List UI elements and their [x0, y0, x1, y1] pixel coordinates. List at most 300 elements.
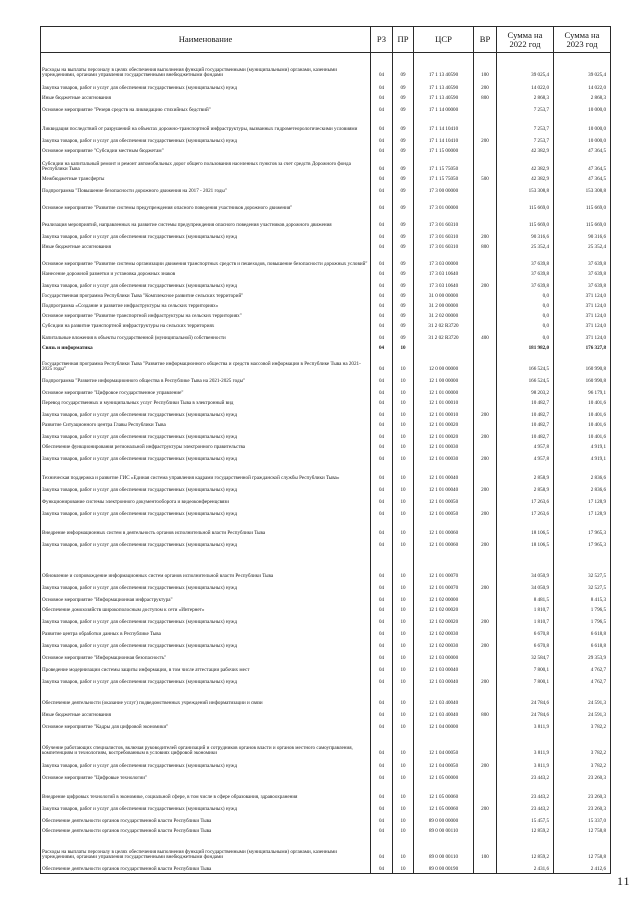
cell-rz: 04 — [371, 627, 393, 639]
cell-pr: 10 — [393, 687, 414, 708]
cell-sum-2023: 4 762,7 — [554, 675, 611, 687]
header-csr: ЦСР — [414, 27, 474, 53]
cell-rz: 04 — [371, 331, 393, 343]
cell-vr — [474, 663, 497, 675]
cell-name: Государственная программа Республики Тыва "Развитие информационного общества и средств массовой информации в Республике Тыва на 2021-2025 годы" — [41, 353, 371, 374]
header-sum-2022: Сумма на 2022 год — [497, 27, 554, 53]
cell-sum-2023: 2 868,3 — [554, 93, 611, 103]
cell-vr — [474, 386, 497, 398]
cell-name: Нанесение дорожной разметки и установка дорожных знаков — [41, 269, 371, 279]
cell-rz: 04 — [371, 184, 393, 196]
cell-name: Внедрение информационных систем в деятельность органов исполнительной власти Республики Тыва — [41, 519, 371, 538]
cell-sum-2022: 39 025,4 — [497, 53, 554, 80]
cell-csr: 17 1 13 40590 — [414, 53, 474, 80]
cell-sum-2022: 6 670,8 — [497, 639, 554, 651]
cell-name: Обучение работающих специалистов, включая руководителей организаций и сотрудников органов власти и органов местного самоуправления, компетенциям и технологиям, востребованным в условиях цифровой экономики — [41, 732, 371, 758]
cell-vr — [474, 398, 497, 408]
cell-sum-2022: 7 253,7 — [497, 115, 554, 134]
table-row — [41, 213, 611, 230]
table-row — [41, 442, 611, 452]
cell-pr: 10 — [393, 771, 414, 783]
cell-sum-2022: 1 810,7 — [497, 605, 554, 615]
cell-name: Ликвидация последствий от разрушений на объектах дорожно-транспортной инфраструктуры, вызванных гидрометеорологическими условиями — [41, 115, 371, 134]
cell-rz: 04 — [371, 242, 393, 252]
cell-csr: 12 1 01 00040 — [414, 483, 474, 495]
cell-name: Основное мероприятие "Резерв средств на ликвидацию стихийных бедствий" — [41, 103, 371, 115]
cell-pr: 10 — [393, 464, 414, 483]
cell-rz: 04 — [371, 538, 393, 550]
cell-pr: 09 — [393, 269, 414, 279]
cell-name: Основное мероприятие "Цифровое государственное управление" — [41, 386, 371, 398]
table-row — [41, 708, 611, 720]
cell-vr — [474, 771, 497, 783]
cell-rz: 04 — [371, 464, 393, 483]
cell-sum-2023: 6 618,8 — [554, 639, 611, 651]
cell-pr: 10 — [393, 663, 414, 675]
cell-vr — [474, 732, 497, 758]
table-row — [41, 311, 611, 321]
cell-vr: 200 — [474, 483, 497, 495]
table-row — [41, 374, 611, 386]
header-rz: РЗ — [371, 27, 393, 53]
cell-csr: 12 1 01 00050 — [414, 507, 474, 519]
cell-name: Обеспечение деятельности органов государственной власти Республики Тыва — [41, 862, 371, 874]
cell-sum-2022: 14 022,0 — [497, 80, 554, 93]
cell-pr: 10 — [393, 627, 414, 639]
cell-rz: 04 — [371, 311, 393, 321]
cell-name: Обеспечение деятельности (оказание услуг) подведомственных учреждений информатизации и связи — [41, 687, 371, 708]
cell-rz: 04 — [371, 771, 393, 783]
cell-csr: 17 3 01 60310 — [414, 230, 474, 242]
cell-sum-2022: 15 457,5 — [497, 814, 554, 826]
table-row — [41, 814, 611, 826]
table-row — [41, 495, 611, 507]
cell-csr: 12 1 00 00000 — [414, 374, 474, 386]
cell-pr: 09 — [393, 331, 414, 343]
cell-vr: 200 — [474, 408, 497, 420]
cell-sum-2022: 153 308,8 — [497, 184, 554, 196]
cell-vr: 400 — [474, 331, 497, 343]
cell-pr: 10 — [393, 495, 414, 507]
cell-pr: 09 — [393, 230, 414, 242]
cell-pr: 09 — [393, 311, 414, 321]
cell-sum-2023: 37 639,8 — [554, 279, 611, 291]
cell-csr: 12 1 01 00020 — [414, 420, 474, 430]
cell-vr — [474, 464, 497, 483]
cell-csr: 12 1 02 00020 — [414, 605, 474, 615]
cell-sum-2022: 10 482,7 — [497, 398, 554, 408]
cell-csr: 12 1 01 00010 — [414, 398, 474, 408]
cell-csr: 12 1 02 00020 — [414, 615, 474, 627]
table-row — [41, 386, 611, 398]
cell-vr — [474, 862, 497, 874]
cell-csr: 17 1 15 75050 — [414, 174, 474, 184]
cell-pr: 10 — [393, 732, 414, 758]
cell-csr: 12 1 04 00000 — [414, 720, 474, 732]
cell-pr: 09 — [393, 80, 414, 93]
cell-pr: 10 — [393, 507, 414, 519]
cell-sum-2022: 3 811,9 — [497, 732, 554, 758]
table-row — [41, 605, 611, 615]
cell-sum-2023: 25 352,4 — [554, 242, 611, 252]
cell-name: Основное мероприятие "Субсидии местным бюджетам" — [41, 146, 371, 156]
cell-name: Перевод государственных и муниципальных услуг Республики Тыва в электронный вид — [41, 398, 371, 408]
cell-name: Закупка товаров, работ и услуг для обеспечения государственных (муниципальных) нужд — [41, 430, 371, 442]
cell-name: Закупка товаров, работ и услуг для обеспечения государственных (муниципальных) нужд — [41, 615, 371, 627]
cell-sum-2023: 115 669,0 — [554, 213, 611, 230]
cell-pr: 10 — [393, 814, 414, 826]
cell-sum-2022: 0,0 — [497, 321, 554, 331]
table-row — [41, 720, 611, 732]
cell-sum-2023: 153 308,8 — [554, 184, 611, 196]
cell-csr: 17 3 01 60310 — [414, 242, 474, 252]
cell-sum-2022: 166 524,5 — [497, 353, 554, 374]
cell-name: Развитие центра обработки данных в Республике Тыва — [41, 627, 371, 639]
cell-sum-2022: 25 352,4 — [497, 242, 554, 252]
cell-sum-2022: 42 382,9 — [497, 174, 554, 184]
cell-sum-2023: 17 965,3 — [554, 538, 611, 550]
table-row — [41, 758, 611, 771]
cell-sum-2022: 32 584,7 — [497, 651, 554, 663]
cell-name: Расходы на выплаты персоналу в целях обеспечения выполнения функций государственными (муниципальными) органами, казенными учреждениями, органами управления государственными внебюджетными фондами — [41, 836, 371, 862]
cell-sum-2022: 115 669,0 — [497, 196, 554, 213]
table-header-row — [41, 27, 611, 53]
cell-rz: 04 — [371, 826, 393, 836]
cell-csr: 17 1 15 00000 — [414, 146, 474, 156]
table-row — [41, 452, 611, 464]
cell-pr: 10 — [393, 593, 414, 605]
cell-name: Закупка товаров, работ и услуг для обеспечения государственных (муниципальных) нужд — [41, 639, 371, 651]
header-sum-2023: Сумма на 2023 год — [554, 27, 611, 53]
cell-name: Основное мероприятие "Цифровые технологии" — [41, 771, 371, 783]
cell-rz: 04 — [371, 93, 393, 103]
cell-csr: 12 1 01 00040 — [414, 464, 474, 483]
cell-sum-2023: 2 836,6 — [554, 464, 611, 483]
cell-vr: 200 — [474, 230, 497, 242]
cell-rz: 04 — [371, 814, 393, 826]
cell-vr — [474, 196, 497, 213]
cell-vr — [474, 353, 497, 374]
cell-sum-2022: 0,0 — [497, 311, 554, 321]
cell-sum-2022: 6 670,8 — [497, 627, 554, 639]
cell-name: Обеспечение домохозяйств широкополосным доступом к сети «Интернет» — [41, 605, 371, 615]
cell-rz: 04 — [371, 708, 393, 720]
cell-csr: 31 0 00 00000 — [414, 291, 474, 301]
cell-csr: 31 2 02 R3720 — [414, 321, 474, 331]
cell-vr: 200 — [474, 430, 497, 442]
table-row — [41, 146, 611, 156]
cell-sum-2023: 17 128,9 — [554, 495, 611, 507]
cell-sum-2023: 160 990,8 — [554, 374, 611, 386]
cell-vr — [474, 519, 497, 538]
cell-sum-2022: 34 050,9 — [497, 550, 554, 581]
cell-csr: 12 1 01 00050 — [414, 495, 474, 507]
cell-sum-2022: 0,0 — [497, 331, 554, 343]
cell-name: Государственная программа Республики Тыва "Комплексное развитие сельских территорий" — [41, 291, 371, 301]
cell-sum-2023: 371 124,0 — [554, 311, 611, 321]
cell-csr: 17 3 01 60310 — [414, 213, 474, 230]
cell-vr — [474, 814, 497, 826]
cell-pr: 09 — [393, 146, 414, 156]
cell-pr: 10 — [393, 720, 414, 732]
cell-pr: 10 — [393, 862, 414, 874]
cell-sum-2022: 4 957,8 — [497, 452, 554, 464]
cell-csr: 12 1 01 00020 — [414, 430, 474, 442]
table-row — [41, 687, 611, 708]
cell-sum-2022: 18 106,5 — [497, 538, 554, 550]
cell-pr: 09 — [393, 242, 414, 252]
cell-csr: 89 0 00 00000 — [414, 814, 474, 826]
cell-pr: 10 — [393, 836, 414, 862]
cell-csr: 17 1 13 40590 — [414, 93, 474, 103]
cell-sum-2022: 12 859,2 — [497, 836, 554, 862]
cell-sum-2023: 371 124,0 — [554, 291, 611, 301]
cell-rz: 04 — [371, 483, 393, 495]
table-row — [41, 483, 611, 495]
cell-pr: 09 — [393, 279, 414, 291]
cell-sum-2022: 34 050,9 — [497, 581, 554, 593]
cell-vr: 200 — [474, 802, 497, 814]
cell-csr: 31 2 02 R3720 — [414, 331, 474, 343]
cell-sum-2023: 3 782,2 — [554, 732, 611, 758]
cell-csr: 12 1 02 00000 — [414, 593, 474, 605]
cell-sum-2023: 3 782,2 — [554, 758, 611, 771]
cell-sum-2022: 0,0 — [497, 301, 554, 311]
cell-sum-2022: 42 382,9 — [497, 156, 554, 174]
cell-csr: 12 1 01 00000 — [414, 386, 474, 398]
cell-sum-2022: 7 253,7 — [497, 103, 554, 115]
cell-csr: 12 1 01 00070 — [414, 581, 474, 593]
cell-vr — [474, 213, 497, 230]
cell-sum-2023: 10 000,0 — [554, 134, 611, 146]
cell-name: Основное мероприятие "Кадры для цифровой экономики" — [41, 720, 371, 732]
cell-name: Капитальные вложения в объекты государственной (муниципальной) собственности — [41, 331, 371, 343]
cell-pr: 10 — [393, 408, 414, 420]
cell-vr: 200 — [474, 134, 497, 146]
cell-vr — [474, 115, 497, 134]
table-row — [41, 627, 611, 639]
cell-name: Закупка товаров, работ и услуг для обеспечения государственных (муниципальных) нужд — [41, 408, 371, 420]
cell-csr — [414, 343, 474, 353]
cell-csr: 12 1 01 00030 — [414, 442, 474, 452]
cell-rz: 04 — [371, 615, 393, 627]
cell-rz: 04 — [371, 420, 393, 430]
cell-sum-2023: 24 591,3 — [554, 708, 611, 720]
cell-pr: 09 — [393, 103, 414, 115]
cell-sum-2022: 24 784,6 — [497, 687, 554, 708]
cell-rz: 04 — [371, 862, 393, 874]
cell-pr: 10 — [393, 538, 414, 550]
cell-rz: 04 — [371, 269, 393, 279]
cell-pr: 09 — [393, 252, 414, 269]
cell-vr: 200 — [474, 675, 497, 687]
cell-rz: 04 — [371, 115, 393, 134]
cell-rz: 04 — [371, 758, 393, 771]
table-row — [41, 269, 611, 279]
cell-sum-2023: 371 124,0 — [554, 301, 611, 311]
cell-vr — [474, 291, 497, 301]
table-row — [41, 783, 611, 802]
cell-pr: 10 — [393, 826, 414, 836]
cell-sum-2023: 17 965,3 — [554, 519, 611, 538]
cell-vr — [474, 687, 497, 708]
table-row — [41, 538, 611, 550]
table-row — [41, 134, 611, 146]
cell-vr — [474, 550, 497, 581]
cell-csr: 12 1 01 00010 — [414, 408, 474, 420]
cell-sum-2023: 4 762,7 — [554, 663, 611, 675]
cell-vr: 100 — [474, 53, 497, 80]
table-row — [41, 408, 611, 420]
table-row — [41, 230, 611, 242]
cell-rz: 04 — [371, 430, 393, 442]
cell-sum-2023: 4 919,1 — [554, 442, 611, 452]
cell-sum-2023: 115 669,0 — [554, 196, 611, 213]
table-row — [41, 593, 611, 605]
cell-name: Субсидии на развитие транспортной инфраструктуры на сельских территориях — [41, 321, 371, 331]
cell-vr — [474, 720, 497, 732]
cell-sum-2023: 10 000,0 — [554, 115, 611, 134]
cell-sum-2023: 371 124,0 — [554, 331, 611, 343]
cell-name: Основное мероприятие "Развитие транспортной инфраструктуры на сельских территориях" — [41, 311, 371, 321]
cell-vr: 800 — [474, 242, 497, 252]
cell-pr: 10 — [393, 420, 414, 430]
table-row — [41, 279, 611, 291]
cell-csr: 12 1 03 00000 — [414, 651, 474, 663]
cell-sum-2023: 47 364,5 — [554, 146, 611, 156]
cell-rz: 04 — [371, 550, 393, 581]
cell-rz: 04 — [371, 252, 393, 269]
cell-csr: 12 1 05 00060 — [414, 783, 474, 802]
cell-pr: 10 — [393, 615, 414, 627]
cell-vr — [474, 495, 497, 507]
cell-sum-2023: 23 260,3 — [554, 771, 611, 783]
cell-csr: 17 1 14 10410 — [414, 134, 474, 146]
cell-rz: 04 — [371, 639, 393, 651]
table-row — [41, 771, 611, 783]
cell-sum-2022: 2 858,9 — [497, 464, 554, 483]
cell-pr: 09 — [393, 291, 414, 301]
cell-sum-2022: 18 106,5 — [497, 519, 554, 538]
cell-sum-2022: 12 859,2 — [497, 826, 554, 836]
table-body — [41, 53, 611, 874]
cell-vr: 500 — [474, 174, 497, 184]
cell-name: Реализация мероприятий, направленных на развитие системы предупреждения опасного поведения участников дорожного движения — [41, 213, 371, 230]
cell-rz: 04 — [371, 53, 393, 80]
cell-pr: 10 — [393, 398, 414, 408]
cell-pr: 09 — [393, 184, 414, 196]
cell-vr: 200 — [474, 615, 497, 627]
cell-csr: 89 0 00 00190 — [414, 862, 474, 874]
cell-csr: 12 1 01 00030 — [414, 452, 474, 464]
cell-vr: 200 — [474, 80, 497, 93]
cell-rz: 04 — [371, 353, 393, 374]
cell-csr: 31 2 00 00000 — [414, 301, 474, 311]
cell-vr — [474, 651, 497, 663]
cell-vr — [474, 252, 497, 269]
table-row — [41, 430, 611, 442]
cell-sum-2022: 8 481,5 — [497, 593, 554, 605]
cell-pr: 10 — [393, 675, 414, 687]
cell-pr: 10 — [393, 442, 414, 452]
budget-table — [40, 26, 611, 874]
cell-sum-2023: 10 401,6 — [554, 398, 611, 408]
cell-rz: 04 — [371, 80, 393, 93]
cell-sum-2023: 14 022,0 — [554, 80, 611, 93]
cell-sum-2023: 8 415,3 — [554, 593, 611, 605]
cell-sum-2023: 47 364,5 — [554, 156, 611, 174]
cell-name: Подпрограмма "Развитие информационного общества в Республике Тыва на 2021-2025 годы" — [41, 374, 371, 386]
cell-rz: 04 — [371, 495, 393, 507]
cell-sum-2023: 17 128,9 — [554, 507, 611, 519]
cell-rz: 04 — [371, 675, 393, 687]
cell-sum-2023: 37 639,8 — [554, 269, 611, 279]
cell-rz: 04 — [371, 386, 393, 398]
cell-csr: 12 1 01 00060 — [414, 538, 474, 550]
cell-pr: 10 — [393, 483, 414, 495]
table-row — [41, 836, 611, 862]
cell-name: Внедрение цифровых технологий в экономике, социальной сфере, в том числе в сфере образования, здравоохранения — [41, 783, 371, 802]
cell-name: Иные бюджетные ассигнования — [41, 93, 371, 103]
cell-sum-2023: 6 618,8 — [554, 627, 611, 639]
cell-rz: 04 — [371, 301, 393, 311]
cell-pr: 10 — [393, 430, 414, 442]
cell-csr: 17 1 14 00000 — [414, 103, 474, 115]
cell-name: Закупка товаров, работ и услуг для обеспечения государственных (муниципальных) нужд — [41, 538, 371, 550]
cell-pr: 09 — [393, 53, 414, 80]
cell-sum-2022: 166 524,5 — [497, 374, 554, 386]
cell-sum-2023: 15 337,0 — [554, 814, 611, 826]
cell-name: Закупка товаров, работ и услуг для обеспечения государственных (муниципальных) нужд — [41, 802, 371, 814]
cell-sum-2022: 1 810,7 — [497, 615, 554, 627]
cell-sum-2023: 23 260,3 — [554, 783, 611, 802]
cell-sum-2022: 17 263,6 — [497, 507, 554, 519]
cell-csr: 17 3 00 00000 — [414, 184, 474, 196]
cell-rz: 04 — [371, 174, 393, 184]
cell-sum-2022: 2 431,6 — [497, 862, 554, 874]
cell-pr: 09 — [393, 174, 414, 184]
cell-sum-2022: 7 253,7 — [497, 134, 554, 146]
cell-csr: 12 1 03 00040 — [414, 675, 474, 687]
cell-pr: 09 — [393, 134, 414, 146]
table-row — [41, 581, 611, 593]
cell-csr: 12 1 04 00050 — [414, 758, 474, 771]
cell-sum-2022: 3 811,9 — [497, 720, 554, 732]
cell-vr — [474, 605, 497, 615]
cell-vr: 200 — [474, 758, 497, 771]
cell-csr: 12 1 01 00070 — [414, 550, 474, 581]
cell-name: Обеспечение деятельности органов государственной власти Республики Тыва — [41, 814, 371, 826]
cell-pr: 09 — [393, 301, 414, 311]
cell-sum-2023: 24 591,3 — [554, 687, 611, 708]
cell-vr: 200 — [474, 639, 497, 651]
header-name: Наименование — [41, 27, 371, 53]
table-row — [41, 507, 611, 519]
cell-pr: 10 — [393, 374, 414, 386]
cell-csr: 17 3 03 10640 — [414, 269, 474, 279]
cell-pr: 09 — [393, 196, 414, 213]
cell-pr: 09 — [393, 93, 414, 103]
cell-name: Основное мероприятие "Информационная инфраструктура" — [41, 593, 371, 605]
cell-sum-2022: 37 639,8 — [497, 252, 554, 269]
cell-rz: 04 — [371, 519, 393, 538]
cell-sum-2022: 10 482,7 — [497, 408, 554, 420]
cell-vr: 200 — [474, 538, 497, 550]
cell-pr: 10 — [393, 353, 414, 374]
cell-name: Обеспечение деятельности органов государственной власти Республики Тыва — [41, 826, 371, 836]
cell-sum-2023: 10 401,6 — [554, 420, 611, 430]
cell-csr: 17 3 03 10640 — [414, 279, 474, 291]
